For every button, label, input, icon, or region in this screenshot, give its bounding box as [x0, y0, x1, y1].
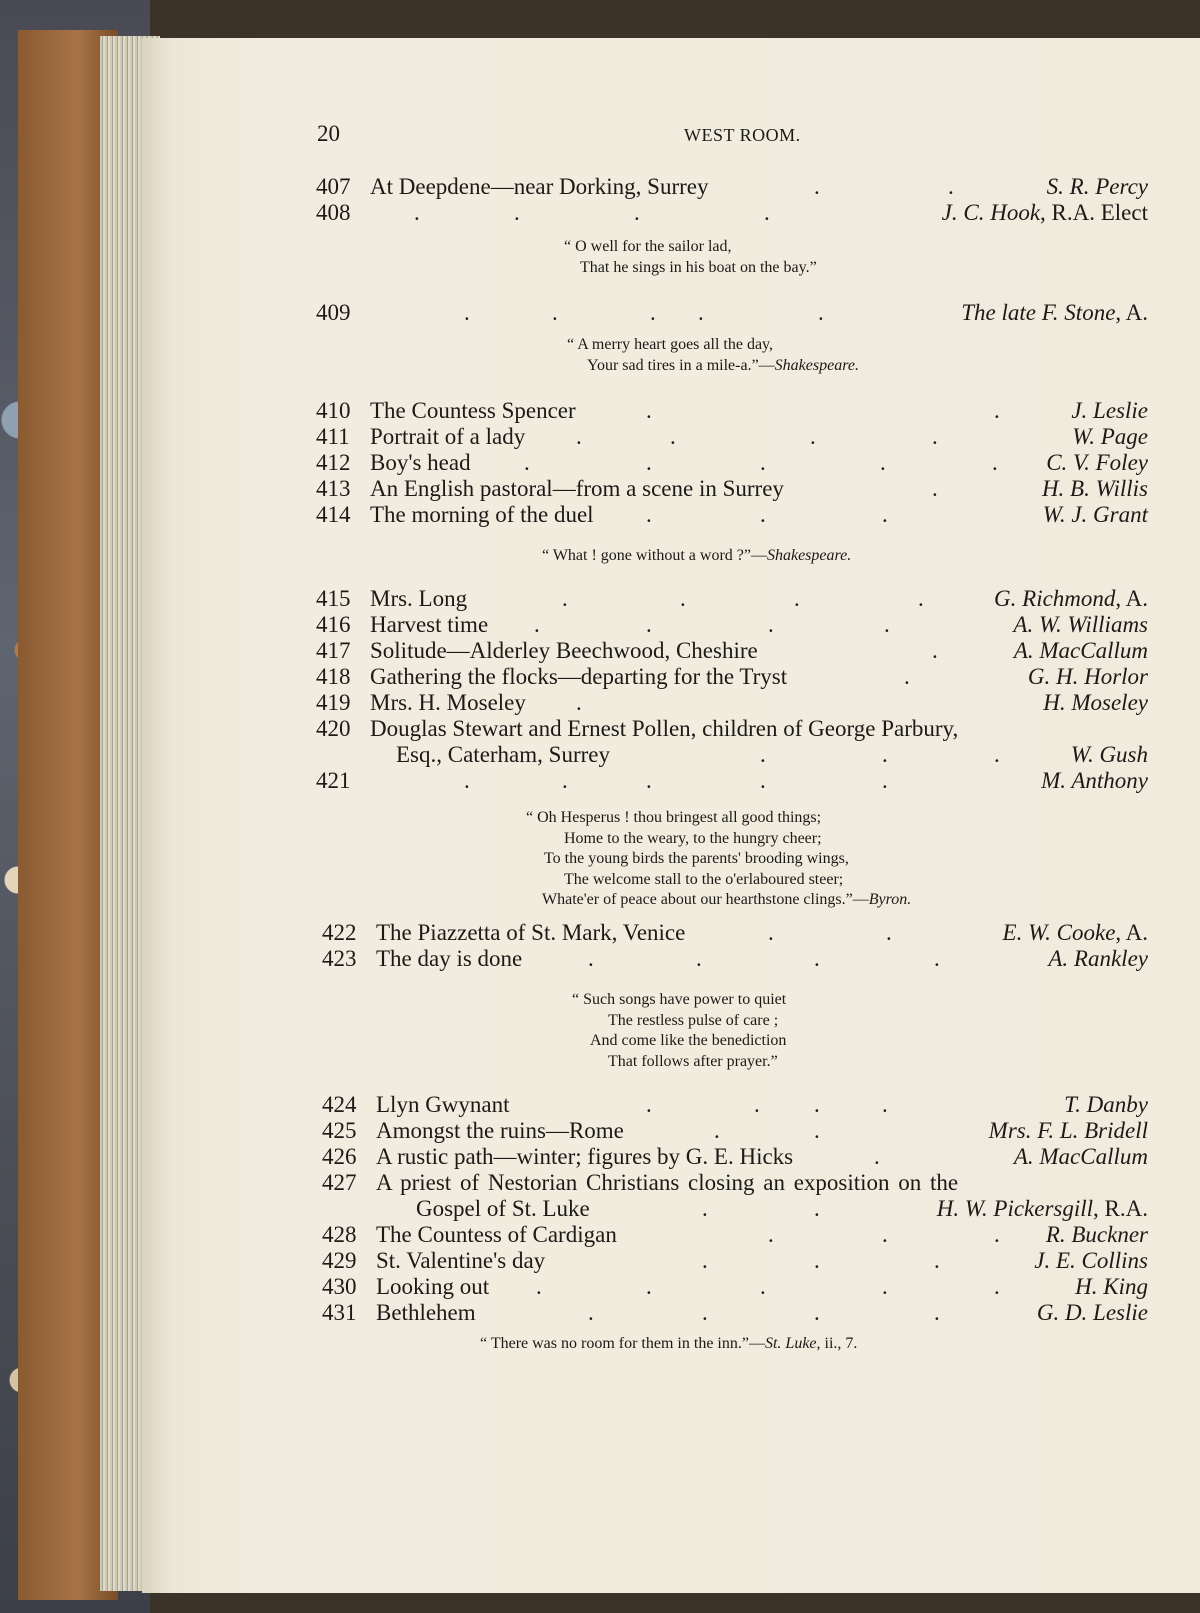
entry-417: [142, 638, 1200, 664]
quote-421: [526, 808, 911, 911]
quote-line: “ Oh Hesperus ! thou bringest all good things;: [526, 809, 822, 826]
entry-414: [142, 502, 1200, 528]
entry-420: [142, 716, 1200, 742]
quote-line: The restless pulse of care ;: [608, 1011, 779, 1029]
entry-title: Looking out: [376, 1274, 490, 1299]
quote-attribution: Shakespeare.: [766, 547, 852, 564]
entry-423: [142, 946, 1200, 972]
entry-number: 425: [322, 1118, 357, 1143]
entry-426: [142, 1144, 1200, 1170]
entry-artist: Mrs. F. L. Bridell: [988, 1118, 1148, 1143]
entry-artist: J. Leslie: [1071, 398, 1148, 423]
entry-413: [142, 476, 1200, 502]
entry-number: 411: [316, 424, 350, 449]
entry-artist: J. C. Hook: [941, 200, 1041, 225]
leader-dots: . . .: [760, 742, 1000, 767]
leader-dots: . . .: [768, 1222, 1000, 1247]
entry-title: At Deepdene—near Dorking, Surrey: [370, 174, 709, 199]
artist-suffix: , R.A. Elect: [1040, 200, 1148, 225]
page-title: WEST ROOM.: [684, 125, 801, 145]
entry-title: Mrs. Long: [370, 586, 468, 611]
entry-title: Gathering the flocks—departing for the Tryst: [370, 664, 788, 689]
entry-number: 407: [316, 174, 351, 199]
entry-artist-block: [994, 586, 1148, 612]
entry-427-cont: [142, 1196, 1200, 1222]
entry-number: 424: [322, 1092, 357, 1117]
entry-title: The Countess Spencer: [370, 398, 576, 423]
entry-title: Harvest time: [370, 612, 489, 637]
leader-dots: . .: [814, 174, 954, 199]
entry-title: Llyn Gwynant: [376, 1092, 510, 1117]
entry-412: [142, 450, 1200, 476]
leader-dots: . . . .: [588, 946, 940, 971]
entry-number: 427: [322, 1170, 357, 1195]
entry-number: 430: [322, 1274, 357, 1299]
quote-line: [542, 546, 851, 567]
entry-title: Portrait of a lady: [370, 424, 526, 449]
artist-suffix: , A.: [1115, 920, 1148, 945]
entry-419: [142, 690, 1200, 716]
entry-number: 413: [316, 476, 351, 501]
artist-suffix: , R.A.: [1093, 1196, 1148, 1221]
entry-428: [142, 1222, 1200, 1248]
entry-number: 426: [322, 1144, 357, 1169]
quote-line: [480, 1334, 857, 1355]
entry-artist: W. Page: [1072, 424, 1148, 449]
entry-430: [142, 1274, 1200, 1300]
quote-408: [564, 237, 817, 278]
leader-dots: .: [932, 476, 938, 501]
entry-number: 408: [316, 200, 351, 225]
quote-409: [567, 335, 859, 376]
entry-number: 412: [316, 450, 351, 475]
entry-416: [142, 612, 1200, 638]
leader-dots: .: [904, 664, 910, 689]
quote-line: That follows after prayer.”: [608, 1052, 778, 1070]
leader-dots: . . . .: [588, 1300, 940, 1325]
entry-number: 431: [322, 1300, 357, 1325]
quote-line: “ Such songs have power to quiet: [572, 991, 787, 1008]
entry-number: 419: [316, 690, 351, 715]
leader-dots: . . . . .: [464, 300, 824, 325]
entry-artist: A. Rankley: [1048, 946, 1148, 971]
entry-420-cont: [142, 742, 1200, 768]
entry-title: Amongst the ruins—Rome: [376, 1118, 624, 1143]
leader-dots: . . .: [646, 502, 888, 527]
catalogue-page: [142, 38, 1200, 1593]
entry-411: [142, 424, 1200, 450]
entry-number: 429: [322, 1248, 357, 1273]
entry-artist: R. Buckner: [1045, 1222, 1148, 1247]
leader-dots: .: [874, 1144, 880, 1169]
entry-title: Douglas Stewart and Ernest Pollen, children of George Parbury,: [370, 716, 959, 741]
entry-artist: W. J. Grant: [1042, 502, 1148, 527]
entry-artist: M. Anthony: [1041, 768, 1148, 793]
leader-dots: . .: [768, 920, 892, 945]
entry-title: The Countess of Cardigan: [376, 1222, 617, 1247]
quote-attribution: Shakespeare.: [774, 356, 859, 374]
entry-418: [142, 664, 1200, 690]
entry-artist: T. Danby: [1064, 1092, 1148, 1117]
entry-title-cont: Esq., Caterham, Surrey: [396, 742, 610, 767]
quote-reference: , ii., 7.: [816, 1335, 858, 1352]
leader-dots: . . .: [702, 1248, 940, 1273]
quote-line: The welcome stall to the o'erlaboured steer;: [564, 870, 844, 888]
entry-title: Boy's head: [370, 450, 471, 475]
quote-423: [572, 990, 786, 1072]
entry-artist: H. B. Willis: [1041, 476, 1148, 501]
quote-line: To the young birds the parents' brooding wings,: [544, 850, 849, 867]
entry-artist: H. King: [1075, 1274, 1148, 1299]
entry-422: [142, 920, 1200, 946]
page-number: 20: [317, 121, 340, 146]
quote-attribution: Byron.: [868, 891, 912, 908]
entry-427: [142, 1170, 1200, 1196]
entry-number: 409: [316, 300, 351, 325]
entry-409: [142, 300, 1200, 326]
leader-dots: . .: [702, 1196, 820, 1221]
leader-dots: . . . . .: [524, 450, 998, 475]
leader-dots: . .: [714, 1118, 820, 1143]
entry-number: 418: [316, 664, 351, 689]
leader-dots: . . . . .: [464, 768, 888, 793]
entry-artist: S. R. Percy: [1046, 174, 1148, 199]
entry-artist: A. MacCallum: [1013, 1144, 1148, 1169]
entry-number: 410: [316, 398, 351, 423]
quote-text: Whate'er of peace about our hearthstone clings.”—: [542, 891, 869, 908]
quote-attribution: St. Luke: [764, 1335, 817, 1352]
entry-431: [142, 1300, 1200, 1326]
entry-title: Solitude—Alderley Beechwood, Cheshire: [370, 638, 758, 663]
entry-title: A priest of Nestorian Christians closing an exposition on the: [376, 1170, 959, 1195]
quote-line: And come like the benediction: [590, 1032, 787, 1049]
entry-artist-block: [937, 1196, 1148, 1222]
entry-number: 423: [322, 946, 357, 971]
artist-suffix: , A.: [1115, 300, 1148, 325]
entry-title: Mrs. H. Moseley: [370, 690, 526, 715]
entry-407: [142, 174, 1200, 200]
entry-artist: W. Gush: [1070, 742, 1148, 767]
leader-dots: . . . . .: [536, 1274, 1000, 1299]
entry-title: Bethlehem: [376, 1300, 476, 1325]
quote-line-5: [526, 890, 911, 911]
leader-dots: .: [576, 690, 582, 715]
entry-artist: H. W. Pickersgill: [936, 1196, 1094, 1221]
entry-artist: G. D. Leslie: [1036, 1300, 1148, 1325]
quote-text: Your sad tires in a mile-a.”—: [587, 356, 775, 374]
quote-line: “ A merry heart goes all the day,: [567, 336, 773, 353]
entry-410: [142, 398, 1200, 424]
quote-line-2: [567, 356, 859, 377]
entry-artist-block: [961, 300, 1148, 326]
entry-artist: E. W. Cooke: [1002, 920, 1116, 945]
entry-421: [142, 768, 1200, 794]
entry-number: 421: [316, 768, 351, 793]
entry-artist: J. E. Collins: [1034, 1248, 1148, 1273]
quote-text: “ There was no room for them in the inn.”—: [480, 1335, 765, 1352]
entry-number: 414: [316, 502, 351, 527]
entry-title: St. Valentine's day: [376, 1248, 546, 1273]
entry-artist: C. V. Foley: [1046, 450, 1148, 475]
entry-424: [142, 1092, 1200, 1118]
leader-dots: . .: [646, 398, 1000, 423]
entry-title: An English pastoral—from a scene in Surrey: [370, 476, 784, 501]
leader-dots: . . . .: [414, 200, 770, 225]
entry-425: [142, 1118, 1200, 1144]
entry-number: 417: [316, 638, 351, 663]
entry-title: The morning of the duel: [370, 502, 594, 527]
entry-number: 420: [316, 716, 351, 741]
entry-number: 422: [322, 920, 357, 945]
quote-line: “ O well for the sailor lad,: [564, 238, 732, 255]
artist-suffix: , A.: [1115, 586, 1148, 611]
entry-artist: H. Moseley: [1043, 690, 1148, 715]
entry-artist: G. Richmond: [994, 586, 1116, 611]
entry-408: [142, 200, 1200, 226]
entry-429: [142, 1248, 1200, 1274]
entry-artist: A. MacCallum: [1013, 638, 1148, 663]
entry-number: 415: [316, 586, 351, 611]
leader-dots: . . . .: [534, 612, 890, 637]
entry-title: The Piazzetta of St. Mark, Venice: [376, 920, 686, 945]
leader-dots: . . . .: [646, 1092, 888, 1117]
entry-title: A rustic path—winter; figures by G. E. Hicks: [376, 1144, 794, 1169]
leader-dots: . . . .: [562, 586, 924, 611]
quote-line: Home to the weary, to the hungry cheer;: [564, 829, 822, 847]
entry-number: 416: [316, 612, 351, 637]
entry-artist-block: [1003, 920, 1148, 946]
entry-number: 428: [322, 1222, 357, 1247]
entry-artist: A. W. Williams: [1013, 612, 1148, 637]
entry-415: [142, 586, 1200, 612]
leader-dots: . . . .: [576, 424, 938, 449]
entry-artist-block: [942, 200, 1148, 226]
quote-text: “ What ! gone without a word ?”—: [542, 547, 767, 564]
quote-431: [480, 1334, 857, 1355]
entry-artist: G. H. Horlor: [1027, 664, 1148, 689]
entry-title-cont: Gospel of St. Luke: [416, 1196, 590, 1221]
quote-line: That he sings in his boat on the bay.”: [580, 258, 817, 276]
leader-dots: .: [932, 638, 938, 663]
entry-title: The day is done: [376, 946, 523, 971]
quote-414: [542, 546, 851, 567]
entry-artist: The late F. Stone: [961, 300, 1116, 325]
